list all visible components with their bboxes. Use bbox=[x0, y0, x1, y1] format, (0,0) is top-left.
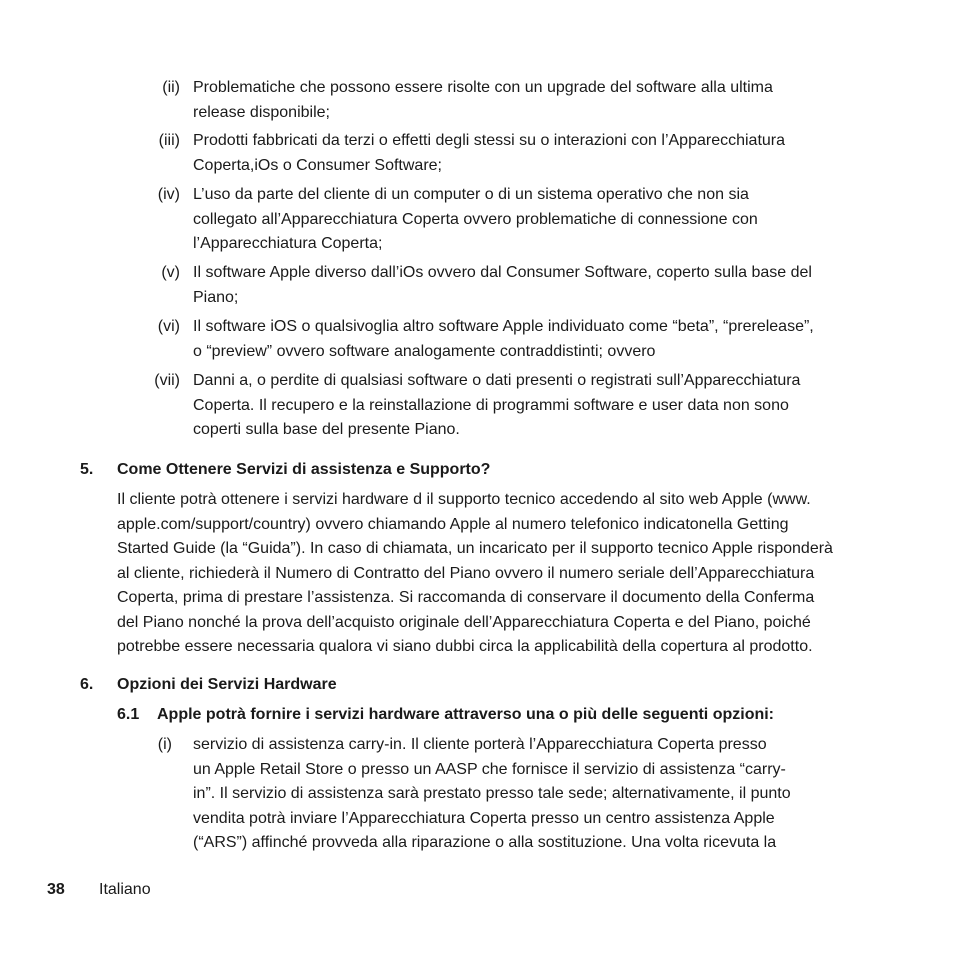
item-text bbox=[193, 733, 878, 856]
text-line: al cliente, richiederà il Numero di Contratto del Piano ovvero il numero seriale dell’Apparecchiatura bbox=[117, 564, 815, 582]
item-number: (i) bbox=[157, 736, 172, 753]
item-text bbox=[193, 261, 878, 310]
text-line: Started Guide (la “Guida”). In caso di chiamata, un incaricato per il supporto tecnico Apple risponderà bbox=[117, 540, 833, 557]
item-number: (v) bbox=[161, 264, 180, 281]
text-line: coperti sulla base del presente Piano. bbox=[193, 421, 460, 438]
text-line: potrebbe essere necessaria qualora vi siano dubbi circa la applicabilità della copertura al prodotto. bbox=[117, 638, 813, 655]
item-number: (vii) bbox=[154, 372, 180, 389]
section-title: Opzioni dei Servizi Hardware bbox=[117, 676, 337, 693]
subsection-title: Apple potrà fornire i servizi hardware attraverso una o più delle seguenti opzioni: bbox=[157, 706, 775, 723]
text-line: in”. Il servizio di assistenza sarà prestato presso tale sede; alternativamente, il punto bbox=[193, 785, 791, 802]
text-line: Prodotti fabbricati da terzi o effetti degli stessi su o interazioni con l’Apparecchiatura bbox=[193, 132, 786, 149]
section-number: 5. bbox=[80, 461, 94, 478]
item-number: (iv) bbox=[157, 186, 180, 203]
item-text bbox=[193, 76, 878, 125]
text-line: Coperta,iOs o Consumer Software; bbox=[193, 156, 442, 174]
item-number: (ii) bbox=[162, 79, 180, 96]
footer-language: Italiano bbox=[99, 881, 151, 898]
text-line: servizio di assistenza carry-in. Il cliente porterà l’Apparecchiatura Coperta presso bbox=[193, 736, 767, 753]
text-line: collegato all’Apparecchiatura Coperta ovvero problematiche di connessione con bbox=[193, 210, 758, 228]
text-line: Il software iOS o qualsivoglia altro software Apple individuato come “beta”, “prerelease”, bbox=[193, 318, 814, 335]
item-number: (vi) bbox=[157, 318, 180, 335]
subsection-number: 6.1 bbox=[117, 706, 140, 723]
text-line: Piano; bbox=[193, 288, 239, 306]
text-line: Danni a, o perdite di qualsiasi software o dati presenti o registrati sull’Apparecchiatura bbox=[193, 372, 801, 389]
section-title: Come Ottenere Servizi di assistenza e Supporto? bbox=[117, 461, 491, 478]
text-line: vendita potrà inviare l’Apparecchiatura Coperta presso un centro assistenza Apple bbox=[193, 809, 775, 827]
section-number: 6. bbox=[80, 676, 94, 693]
text-line: release disponibile; bbox=[193, 103, 330, 121]
section-5-paragraph bbox=[117, 488, 883, 660]
text-line: del Piano nonché la prova dell’acquisto originale dell’Apparecchiatura Coperta e del Piano, poiché bbox=[117, 613, 811, 631]
text-line: un Apple Retail Store o presso un AASP che fornisce il servizio di assistenza “carry- bbox=[193, 760, 786, 778]
item-text bbox=[193, 315, 878, 364]
text-line: Coperta. Il recupero e la reinstallazione di programmi software e user data non sono bbox=[193, 396, 789, 414]
item-number: (iii) bbox=[158, 132, 180, 149]
text-line: L’uso da parte del cliente di un computer o di un sistema operativo che non sia bbox=[193, 186, 749, 203]
text-line: (“ARS”) affinché provveda alla riparazione o alla sostituzione. Una volta ricevuta la bbox=[193, 834, 777, 851]
text-line: Il cliente potrà ottenere i servizi hardware d il supporto tecnico accedendo al sito web Apple (www. bbox=[117, 491, 811, 508]
page-number: 38 bbox=[47, 881, 65, 898]
text-line: apple.com/support/country) ovvero chiamando Apple al numero telefonico indicatonella Getting bbox=[117, 515, 789, 533]
item-text bbox=[193, 129, 878, 178]
text-line: l’Apparecchiatura Coperta; bbox=[193, 235, 383, 252]
text-line: Coperta, prima di prestare l’assistenza. Si raccomanda di conservare il documento della Conferma bbox=[117, 589, 815, 606]
item-text bbox=[193, 369, 878, 443]
text-line: Il software Apple diverso dall’iOs ovvero dal Consumer Software, coperto sulla base del bbox=[193, 264, 812, 281]
text-line: Problematiche che possono essere risolte con un upgrade del software alla ultima bbox=[193, 79, 773, 96]
text-line: o “preview” ovvero software analogamente contraddistinti; ovvero bbox=[193, 342, 656, 360]
item-text bbox=[193, 183, 878, 257]
